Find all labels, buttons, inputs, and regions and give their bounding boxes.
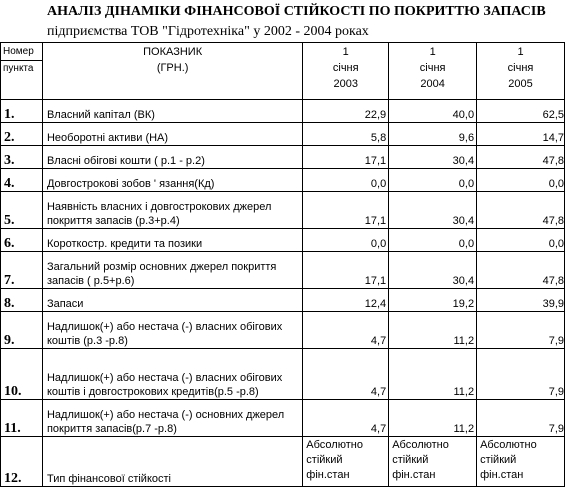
stability-table [0,42,565,487]
row-number: 11. [1,400,43,437]
row-value-2004: 30,4 [389,146,477,169]
row-indicator: Наявність власних і довгострокових джерел покриття запасів (р.3+р.4) [42,192,302,229]
row-value-2004: 40,0 [389,100,477,123]
row-indicator: Надлишок(+) або нестача (-) основних джерел покриття запасів(р.7 -р.8) [42,400,302,437]
table-row [1,252,565,289]
row-value-2003: 4,7 [303,349,389,400]
row-value-2005: 62,5 [477,100,565,123]
table-row [1,192,565,229]
row-number: 8. [1,289,43,312]
header-indicator-line2: (ГРН.) [156,62,189,74]
row-value-2004: 19,2 [389,289,477,312]
row-indicator: Надлишок(+) або нестача (-) власних обігових коштів (р.3 -р.8) [42,312,302,349]
header-col-2003 [303,43,389,100]
row-value-2003: 17,1 [303,146,389,169]
row-indicator: Надлишок(+) або нестача (-) власних обігових коштів і довгострокових кредитів(р.5 -р.8) [42,349,302,400]
row-indicator: Короткостр. кредити та позики [42,229,302,252]
row-value-2003: 4,7 [303,312,389,349]
row-indicator: Власні обігові кошти ( р.1 - р.2) [42,146,302,169]
row-value-2005: 47,8 [477,192,565,229]
row-value-2003: 5,8 [303,123,389,146]
table-row [1,229,565,252]
row-number: 2. [1,123,43,146]
row-value-2005: 0,0 [477,229,565,252]
row-value-2005: 14,7 [477,123,565,146]
table-row [1,123,565,146]
row-number: 7. [1,252,43,289]
header-col-day: 1 [429,46,436,58]
table-subtitle: підприємства ТОВ "Гідротехніка" у 2002 - 2004 роках [47,24,369,39]
header-col-2004 [389,43,477,100]
row-type-2003: Абсолютно стійкий фін.стан [303,437,389,487]
header-number-line2: пункта [1,60,42,77]
row-indicator: Необоротні активи (НА) [42,123,302,146]
header-col-year: 2004 [420,78,445,90]
row-indicator: Загальний розмір основних джерел покриття запасів ( р.5+р.6) [42,252,302,289]
header-col-year: 2003 [333,78,358,90]
header-col-day: 1 [517,46,524,58]
header-indicator-cell [42,43,302,100]
row-value-2004: 30,4 [389,252,477,289]
row-value-2003: 22,9 [303,100,389,123]
row-value-2003: 17,1 [303,192,389,229]
header-indicator-line1: ПОКАЗНИК [143,46,203,58]
row-number: 5. [1,192,43,229]
header-number-line1: Номер [3,46,34,57]
row-indicator: Власний капітал (ВК) [42,100,302,123]
table-row [1,289,565,312]
row-value-2005: 39,9 [477,289,565,312]
header-col-month: січня [332,62,359,74]
table-row [1,146,565,169]
row-number: 10. [1,349,43,400]
row-value-2003: 12,4 [303,289,389,312]
header-col-month: січня [419,62,446,74]
row-indicator: Запаси [42,289,302,312]
row-indicator: Довгострокові зобов ' язання(Кд) [42,169,302,192]
row-number: 9. [1,312,43,349]
row-value-2004: 9,6 [389,123,477,146]
row-indicator: Тип фінансової стійкості [42,437,302,487]
row-value-2004: 30,4 [389,192,477,229]
row-value-2005: 7,9 [477,312,565,349]
header-col-day: 1 [342,46,349,58]
table-row [1,349,565,400]
header-number-cell [1,43,43,100]
row-number: 3. [1,146,43,169]
table-row [1,437,565,487]
table-row [1,100,565,123]
row-value-2005: 47,8 [477,252,565,289]
row-value-2005: 7,9 [477,400,565,437]
header-col-year: 2005 [508,78,533,90]
row-value-2005: 47,8 [477,146,565,169]
row-value-2004: 11,2 [389,400,477,437]
row-value-2003: 17,1 [303,252,389,289]
row-value-2003: 0,0 [303,229,389,252]
header-row [1,43,565,100]
row-value-2004: 0,0 [389,229,477,252]
table-row [1,312,565,349]
header-col-2005 [477,43,565,100]
row-value-2005: 0,0 [477,169,565,192]
table-row [1,400,565,437]
row-value-2003: 0,0 [303,169,389,192]
row-value-2005: 7,9 [477,349,565,400]
row-number: 4. [1,169,43,192]
row-type-2004: Абсолютно стійкий фін.стан [389,437,477,487]
row-type-2005: Абсолютно стійкий фін.стан [477,437,565,487]
row-value-2004: 11,2 [389,312,477,349]
row-number: 1. [1,100,43,123]
row-number: 12. [1,437,43,487]
row-value-2004: 11,2 [389,349,477,400]
header-col-month: січня [507,62,534,74]
table-title: АНАЛІЗ ДІНАМІКИ ФІНАНСОВОЇ СТІЙКОСТІ ПО ПОКРИТТЮ ЗАПАСІВ [47,4,546,19]
row-value-2004: 0,0 [389,169,477,192]
row-number: 6. [1,229,43,252]
table-row [1,169,565,192]
row-value-2003: 4,7 [303,400,389,437]
